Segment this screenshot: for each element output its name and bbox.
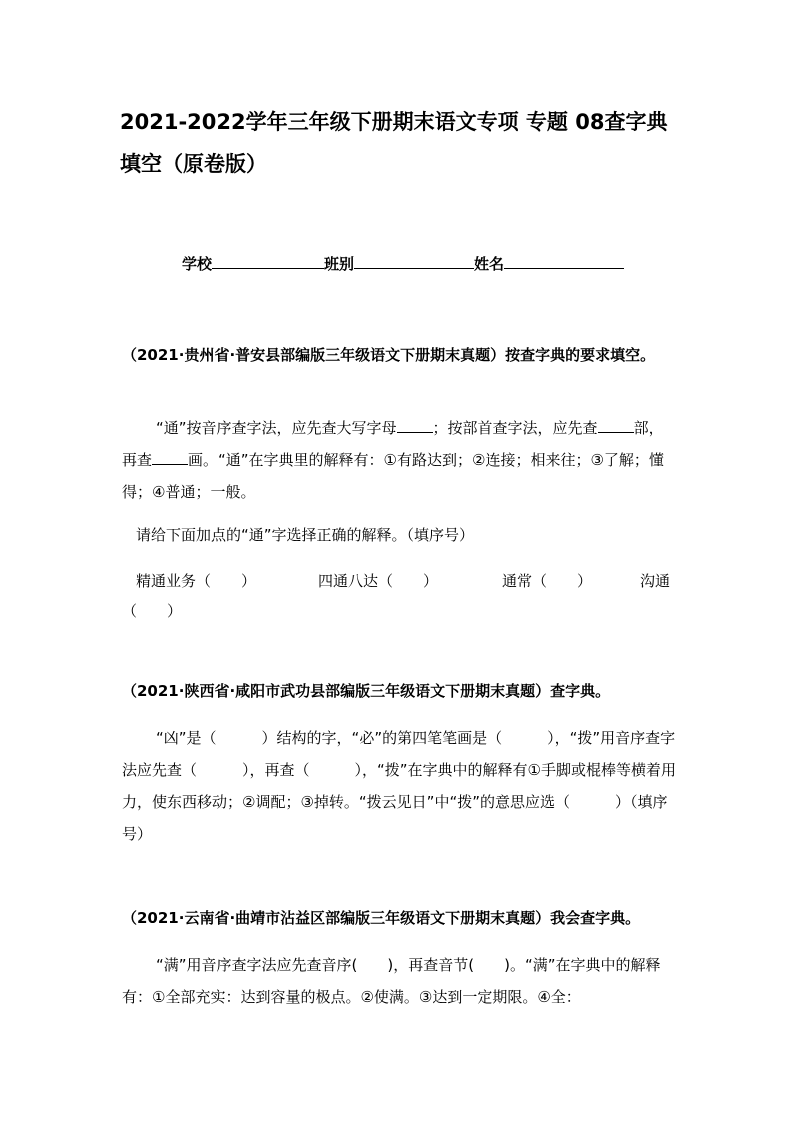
question-2-paragraph: “凶”是（ ）结构的字，“必”的第四笔笔画是（ ），“拨”用音序查字法应先查（ ），再查（ ），“拨”在字典中的解释有①手脚或棍棒等横着用力，使东西移动；②调配；③掉转。“拨云见日”中“拨”的意思应选（ ）（填序号）: [122, 729, 676, 843]
q1-text-a: “通”按音序查字法，应先查大写字母: [156, 419, 397, 437]
class-label: 班别: [324, 255, 355, 273]
school-blank[interactable]: [212, 252, 324, 269]
q1-blank-strokes[interactable]: [152, 450, 188, 465]
name-label: 姓名: [474, 255, 505, 273]
document-title: 2021-2022学年三年级下册期末语文专项 专题 08查字典填空（原卷版）: [120, 110, 668, 176]
school-label: 学校: [182, 255, 213, 273]
question-1-paragraph: [122, 412, 677, 508]
student-info-row: [182, 252, 642, 274]
class-blank[interactable]: [354, 252, 474, 269]
q1-text-c: 部，再查: [122, 419, 664, 469]
q1-blank-letter[interactable]: [397, 418, 433, 433]
question-1-header: （2021·贵州省·普安县部编版三年级语文下册期末真题）按查字典的要求填空。: [122, 346, 656, 364]
q1-text-d: 画。“通”在字典里的解释有：①有路达到；②连接；相来往；③了解；懂得；④普通；一般。: [122, 451, 664, 501]
question-3-header: （2021·云南省·曲靖市沾益区部编版三年级语文下册期末真题）我会查字典。: [122, 909, 641, 927]
word-item: 四通八达（ ）: [318, 572, 439, 590]
question-2-header: （2021·陕西省·咸阳市武功县部编版三年级语文下册期末真题）查字典。: [122, 682, 611, 700]
question-3-paragraph: “满”用音序查字法应先查音序( )，再查音节( )。“满”在字典中的解释有：①全部充实：达到容量的极点。②使满。③达到一定期限。④全：: [122, 956, 661, 1006]
question-1-instruction: 请给下面加点的“通”字选择正确的解释。（填序号）: [136, 526, 475, 544]
word-item: （ ）: [122, 602, 183, 620]
word-item: 通常（ ）: [502, 572, 593, 590]
q1-text-b: ；按部首查字法，应先查: [432, 419, 598, 437]
q1-blank-radical[interactable]: [598, 418, 634, 433]
word-item: 沟通: [640, 572, 671, 590]
name-blank[interactable]: [504, 252, 624, 269]
word-item: 精通业务（ ）: [136, 572, 257, 590]
